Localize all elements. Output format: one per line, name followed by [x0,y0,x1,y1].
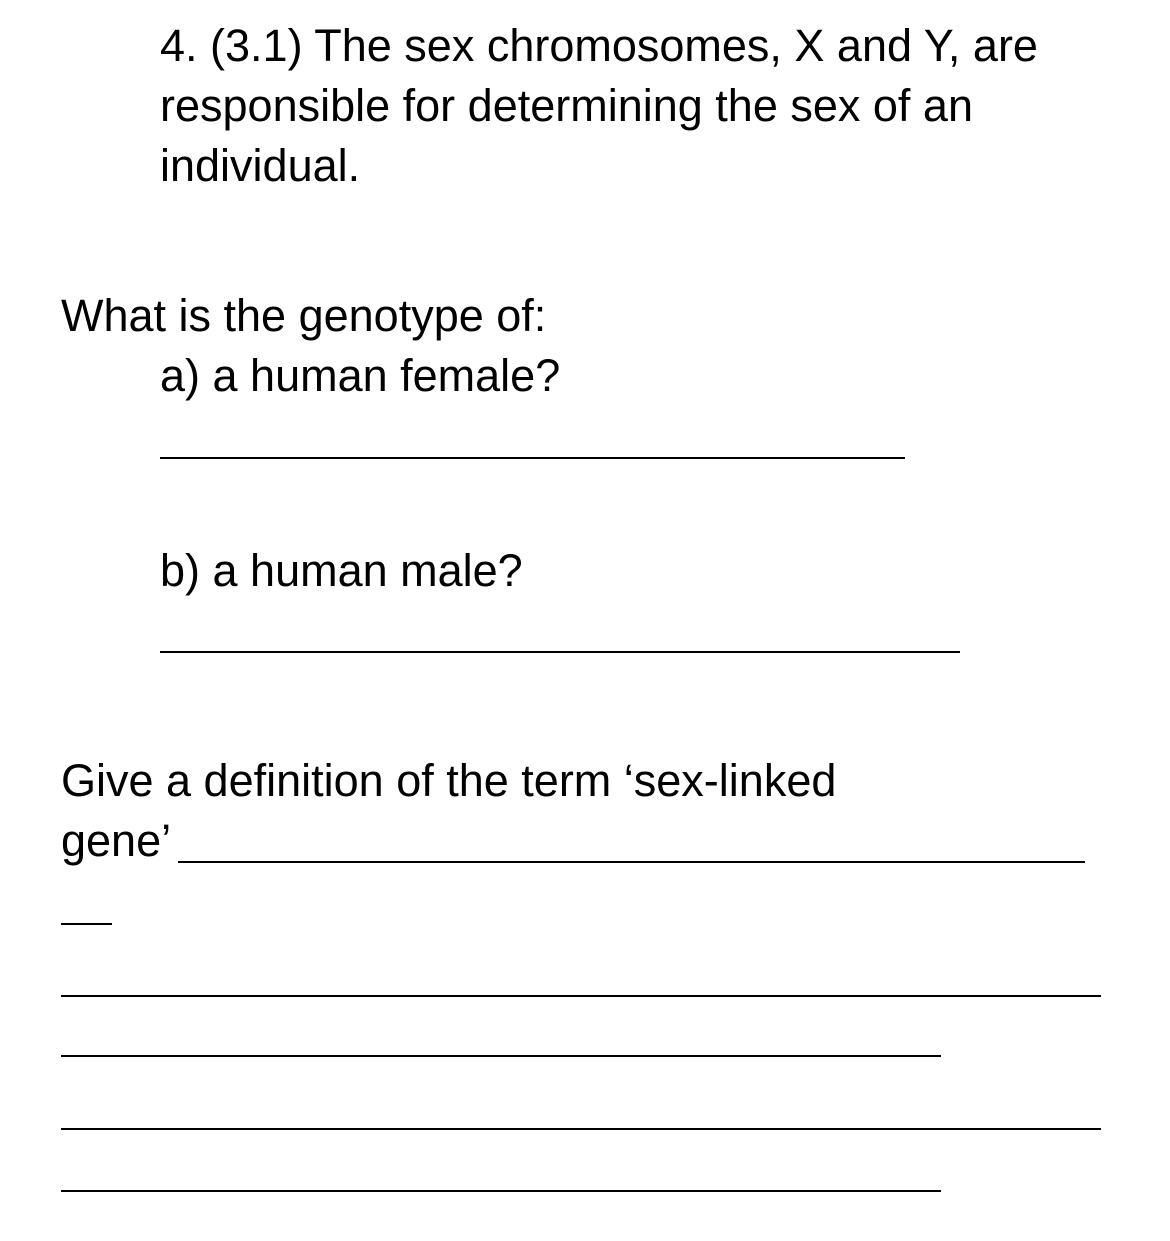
part-b-answer-line[interactable] [160,651,960,653]
part-a-answer-line[interactable] [160,457,905,459]
question-line-2: responsible for determining the sex of an [160,80,973,131]
question-line-1: 4. (3.1) The sex chromosomes, X and Y, are [160,20,1038,71]
definition-prompt-line-1: Give a definition of the term ‘sex-linked [61,755,837,806]
genotype-prompt: What is the genotype of: [61,290,547,341]
question-line-3: individual. [160,140,361,191]
part-b-question: b) a human male? [160,545,523,596]
definition-answer-line-3[interactable] [61,995,1101,997]
definition-answer-line-1[interactable] [178,861,1085,863]
definition-prompt-line-2: gene’ [61,815,172,866]
definition-answer-line-4[interactable] [61,1055,941,1057]
part-a-question: a) a human female? [160,350,561,401]
definition-answer-line-5[interactable] [61,1128,1101,1130]
definition-answer-line-6[interactable] [61,1190,941,1192]
definition-answer-line-2[interactable] [61,923,112,925]
